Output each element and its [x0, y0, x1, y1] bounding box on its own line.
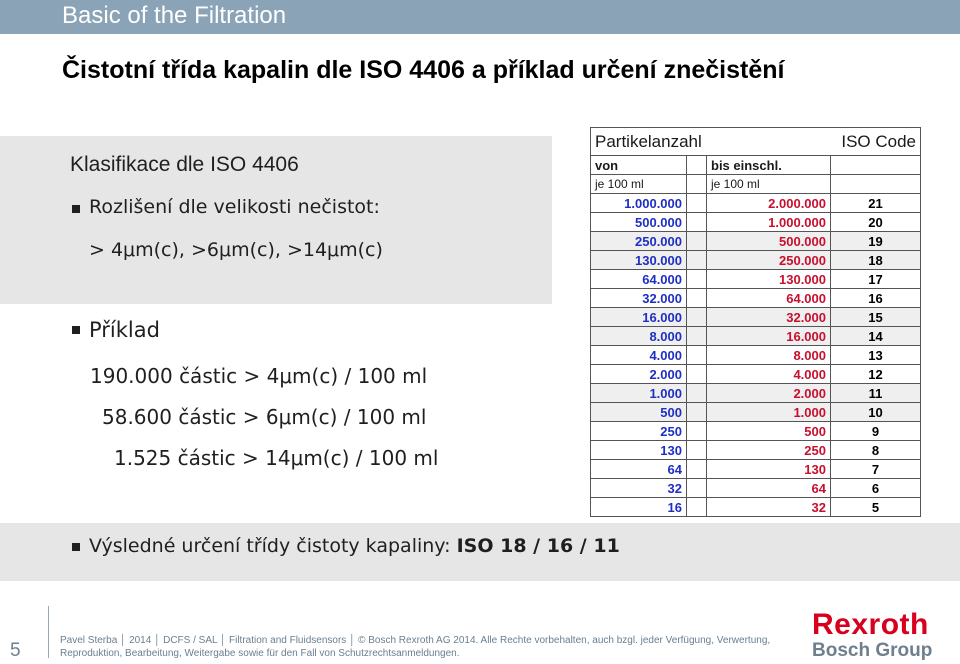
iso-code-table [590, 127, 921, 517]
table-row [591, 422, 921, 441]
table-row [591, 479, 921, 498]
example-3: 1.525 částic > 14μm(c) / 100 ml [114, 446, 439, 470]
cell-von: 4.000 [591, 346, 687, 365]
cell-bis: 500.000 [707, 232, 831, 251]
cell-bis: 32.000 [707, 308, 831, 327]
header-bis: bis einschl. [707, 156, 831, 175]
cell-bis: 2.000.000 [707, 194, 831, 213]
cell-von: 16.000 [591, 308, 687, 327]
cell-bis: 500 [707, 422, 831, 441]
cell-bis: 64.000 [707, 289, 831, 308]
cell-bis: 2.000 [707, 384, 831, 403]
table-subheader-row [591, 175, 921, 194]
table-row [591, 251, 921, 270]
table-row [591, 498, 921, 517]
cell-von: 250.000 [591, 232, 687, 251]
bullet-icon [72, 543, 80, 551]
cell-von: 8.000 [591, 327, 687, 346]
table-row [591, 384, 921, 403]
cell-iso-code: 17 [831, 270, 921, 289]
cell-iso-code: 8 [831, 441, 921, 460]
bullet-icon [72, 326, 80, 334]
table-row [591, 403, 921, 422]
cell-iso-code: 14 [831, 327, 921, 346]
table-row [591, 308, 921, 327]
cell-bis: 250 [707, 441, 831, 460]
priklad-text: Příklad [89, 318, 160, 342]
cell-bis: 1.000.000 [707, 213, 831, 232]
cell-von: 130.000 [591, 251, 687, 270]
table-row [591, 194, 921, 213]
cell-iso-code: 5 [831, 498, 921, 517]
header-je-100-ml: je 100 ml [591, 175, 687, 194]
cell-von: 1.000 [591, 384, 687, 403]
table-header-row [591, 128, 921, 156]
cell-von: 250 [591, 422, 687, 441]
result-prefix: Výsledné určení třídy čistoty kapaliny: [89, 535, 457, 557]
table-row [591, 441, 921, 460]
cell-iso-code: 20 [831, 213, 921, 232]
cell-iso-code: 21 [831, 194, 921, 213]
header-partikelanzahl: Partikelanzahl [591, 128, 831, 156]
cell-iso-code: 19 [831, 232, 921, 251]
cell-von: 130 [591, 441, 687, 460]
table-row [591, 270, 921, 289]
example-1: 190.000 částic > 4μm(c) / 100 ml [90, 364, 428, 388]
table-row [591, 460, 921, 479]
cell-von: 64.000 [591, 270, 687, 289]
cell-iso-code: 11 [831, 384, 921, 403]
bosch-group-logo: Bosch Group [812, 640, 933, 661]
table-row [591, 289, 921, 308]
table-row [591, 213, 921, 232]
cell-iso-code: 12 [831, 365, 921, 384]
cell-von: 1.000.000 [591, 194, 687, 213]
cell-iso-code: 16 [831, 289, 921, 308]
table-row [591, 365, 921, 384]
table-row [591, 327, 921, 346]
rexroth-logo: Rexroth [812, 608, 929, 641]
cell-bis: 64 [707, 479, 831, 498]
cell-von: 2.000 [591, 365, 687, 384]
header-iso-code: ISO Code [831, 128, 921, 156]
footer-text [60, 634, 780, 660]
table-row [591, 232, 921, 251]
cell-iso-code: 7 [831, 460, 921, 479]
footer-line-1: Pavel Sterba │ 2014 │ DCFS / SAL │ Filtration and Fluidsensors │ © Bosch Rexroth AG 2014. Alle Rechte vorbehalten, auch bzgl. jeder Verfügung, Verwertung, [60, 635, 771, 646]
cell-bis: 250.000 [707, 251, 831, 270]
footer-line-2: Reproduktion, Bearbeitung, Weitergabe sowie für den Fall von Schutzrechtsanmeldungen. [60, 648, 460, 659]
klasifikace-label: Klasifikace dle ISO 4406 [70, 153, 299, 176]
cell-von: 64 [591, 460, 687, 479]
sizes-text: > 4μm(c), >6μm(c), >14μm(c) [89, 239, 383, 261]
cell-iso-code: 13 [831, 346, 921, 365]
cell-von: 500.000 [591, 213, 687, 232]
cell-iso-code: 10 [831, 403, 921, 422]
header-von: von [591, 156, 687, 175]
cell-bis: 130 [707, 460, 831, 479]
result-line [89, 535, 620, 557]
page-number: 5 [10, 640, 21, 661]
cell-iso-code: 9 [831, 422, 921, 441]
bullet-icon [72, 205, 80, 213]
header-je-100-ml: je 100 ml [707, 175, 831, 194]
header-bar [0, 0, 960, 34]
table-row [591, 346, 921, 365]
cell-bis: 8.000 [707, 346, 831, 365]
page-heading: Čistotní třída kapalin dle ISO 4406 a příklad určení znečistění [62, 56, 785, 84]
cell-bis: 130.000 [707, 270, 831, 289]
cell-iso-code: 18 [831, 251, 921, 270]
cell-iso-code: 6 [831, 479, 921, 498]
cell-iso-code: 15 [831, 308, 921, 327]
cell-bis: 1.000 [707, 403, 831, 422]
cell-bis: 16.000 [707, 327, 831, 346]
cell-von: 32.000 [591, 289, 687, 308]
cell-von: 16 [591, 498, 687, 517]
result-value: ISO 18 / 16 / 11 [456, 535, 620, 557]
rozliseni-text: Rozlišení dle velikosti nečistot: [89, 196, 380, 218]
footer-divider [48, 606, 49, 658]
cell-von: 32 [591, 479, 687, 498]
example-2: 58.600 částic > 6μm(c) / 100 ml [102, 405, 427, 429]
cell-bis: 4.000 [707, 365, 831, 384]
slide-title: Basic of the Filtration [62, 2, 287, 29]
table-subheader-row [591, 156, 921, 175]
cell-bis: 32 [707, 498, 831, 517]
cell-von: 500 [591, 403, 687, 422]
